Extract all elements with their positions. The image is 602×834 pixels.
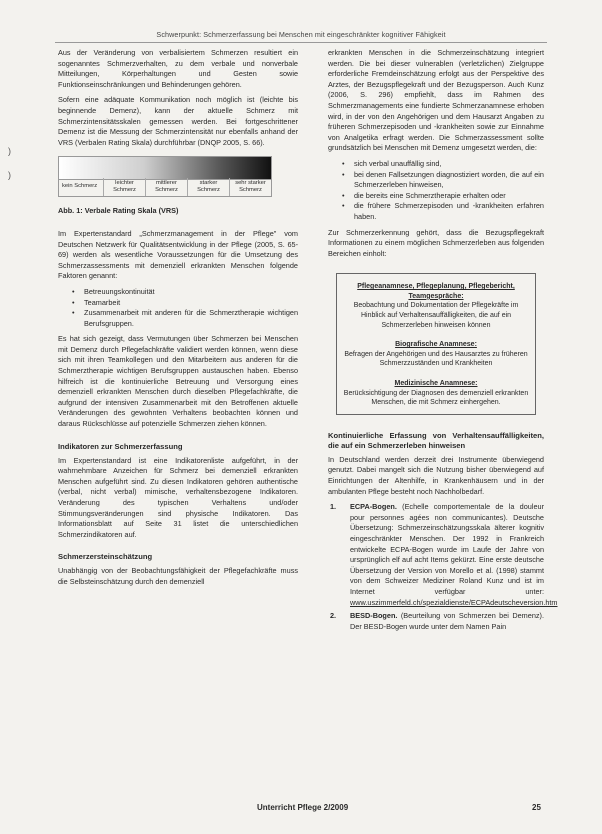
verbal-rating-scale-figure bbox=[58, 156, 272, 200]
box-section bbox=[343, 379, 529, 408]
scale-label: leichter Schmerz bbox=[103, 178, 145, 196]
box-section bbox=[343, 340, 529, 369]
information-box bbox=[336, 273, 536, 415]
magazine-name: Unterricht Pflege 2/2009 bbox=[257, 803, 349, 812]
item-number: 2. bbox=[330, 611, 337, 621]
page-number: 25 bbox=[532, 803, 541, 812]
scale-label: sehr starker Schmerz bbox=[229, 178, 271, 196]
section-heading: Schmerzersteinschätzung bbox=[58, 552, 153, 562]
paragraph: Im Expertenstandard „Schmerzmanagement in der Pflege" vom Deutschen Netzwerk für Qualitätsentwicklung in der Pflege (2005, S. 65-69) werden als wesentliche Voraussetzungen für die Umsetzung des Schmerzassessments mit demenziell erkrankten Menschen folgende Faktoren genannt: bbox=[58, 228, 298, 281]
box-text: Befragen der Angehörigen und des Hausarztes zu früheren Schmerzzuständen und Krankheiten bbox=[344, 350, 528, 368]
box-title: Biografische Anamnese: bbox=[395, 341, 477, 349]
paragraph: Aus der Veränderung von verbalisiertem Schmerzen resultiert ein sogenanntes Schmerzverhalten, zu dem verbale und nonverbale Mitteilungen, Körperhaltungen und Gesten sowie Funktionseinschränkungen und Behinderungen gehören. bbox=[58, 48, 298, 89]
list-item bbox=[330, 502, 558, 608]
scale-gradient bbox=[58, 156, 272, 180]
list-item: • bei denen Fallsetzungen diagnostiziert worden, die auf ein Schmerzerleben hinweisen, bbox=[354, 170, 544, 191]
bullet-list bbox=[328, 159, 544, 223]
header-rule bbox=[55, 42, 547, 43]
paragraph: Es hat sich gezeigt, dass Vermutungen über Schmerzen bei Menschen mit Demenz durch Pflegefachkräfte validiert werden können, wenn diese sich mit ihren Teamkollegen und den Mitarbeitern aus anderen für die Schmerztherapie wichtigen Berufsgruppen austauschen haben. Ebenso hilfreich ist die kontinuierliche Betreuung und Versorgung eines demenziell erkrankten Menschen durch dieselben Pflegefachkräfte, die aufgrund der intensiven Zusammenarbeit mit den Betroffenen aktuelle Veränderungen des gewohnten Verhaltens beobachten können und daraus Rückschlüsse auf potenzielle Schmerzen ziehen können. bbox=[58, 334, 298, 429]
item-number: 1. bbox=[330, 502, 337, 512]
item-lead: ECPA-Bogen. bbox=[350, 502, 397, 512]
paragraph: In Deutschland werden derzeit drei Instrumente überwiegend genutzt. Dabei mangelt sich die Nutzung bisher überwiegend auf Einrichtungen der Altenhilfe, in Krankenhäusern und in der ambulanten Pflege besteht noch Nachholbedarf. bbox=[328, 454, 544, 496]
figure-caption: Abb. 1: Verbale Rating Skala (VRS) bbox=[58, 206, 179, 216]
box-title: Pflegeanamnese, Pflegeplanung, Pflegebericht, Teamgespräche: bbox=[357, 283, 515, 300]
left-column bbox=[58, 48, 298, 593]
section-heading: Indikatoren zur Schmerzerfassung bbox=[58, 441, 183, 451]
box-text: Beobachtung und Dokumentation der Pflegekräfte im Hinblick auf Verhaltensauffälligkeiten, die auf ein Schmerzerleben hinweisen können bbox=[353, 302, 519, 329]
list-item: • Teamarbeit bbox=[84, 298, 298, 309]
list-item: • die frühere Schmerzepisoden und -krankheiten erfahren haben. bbox=[354, 201, 544, 222]
paragraph: Im Expertenstandard ist eine Indikatorenliste aufgeführt, in der wahrnehmbare Anzeichen für Schmerz bei demenziell erkrankten Menschen aufgeführt sind. Zu diesen Indikatoren gehören authentische (verbal, nicht verbal) mimische, verhaltensbezogene Indikatoren. Veränderung des typischen Verhaltens und/oder Stimmungsveränderungen sind physische Indikatoren. Das Informationsblatt auf Seite 31 listet die unterschiedlichen Schmerzindikatoren auf. bbox=[58, 455, 298, 539]
numbered-list bbox=[328, 502, 558, 632]
paragraph: erkrankten Menschen in die Schmerzeinschätzung integriert werden. Die bei dieser vulnerablen (verletzlichen) Zielgruppe erforderliche Fremdeinschätzung erfolgt aus der Perspektive des Arztes, der Bezugspflegekraft und der Bezugsperson. Auch Kunz (2006, S. 296) empfiehlt, dass im Rahmen des Schmerzmanagements eine fundierte Schmerzanamnese erhoben wird, in der von den Angehörigen und dem Hausarzt Angaben zu früheren Schmerzepisoden und -krankheiten sowie zur Einnahme von Analgetika erfragt werden. Die Schmerzassessment sollte grundsätzlich bei Menschen mit Demenz umgesetzt werden, die: bbox=[328, 48, 544, 153]
scale-label: kein Schmerz bbox=[62, 183, 98, 190]
margin-mark: ) bbox=[8, 170, 11, 180]
box-title: Medizinische Anamnese: bbox=[394, 380, 478, 388]
margin-mark: ) bbox=[8, 146, 11, 156]
item-text: (Echelle comportementale de la douleur pour personnes agées non communicantes). Deutsche Übersetzung: Schmerzeinschätzungsskala älterer kognitiv eingeschränkter Menschen. Der 1992 in Frankreich entwickelte ECPA-Bogen wurde im Laufe der Jahre von ursprünglich elf auf acht Items gekürzt. Eine erste deutsche Übersetzung der Version von Morello et al. (1998) stammt von dem Schweizer Mediziner Roland Kunz und ist im Internet verfügbar unter: bbox=[350, 502, 544, 596]
list-item: • Zusammenarbeit mit anderen für die Schmerztherapie wichtigen Berufsgruppen. bbox=[84, 308, 298, 329]
scale-labels bbox=[58, 178, 272, 197]
paragraph: Sofern eine adäquate Kommunikation noch möglich ist (leichte bis beginnende Demenz), kann der aktuelle Schmerz mit Schmerzintensitätsskalen gemessen werden. Bei fortgeschrittener Demenz ist die Messung der Schmerzintensität nur ebenfalls anhand der VRS (Verbalen Rating Skala) durchführbar (DNQP 2005, S. 66). bbox=[58, 95, 298, 147]
box-section bbox=[343, 282, 529, 330]
bullet-list bbox=[58, 287, 298, 329]
right-column bbox=[328, 48, 558, 636]
box-text: Berücksichtigung der Diagnosen des demenziell erkrankten Menschen, die mit Schmerz einhergehen. bbox=[343, 389, 529, 407]
list-item: • die bereits eine Schmerztherapie erhalten oder bbox=[354, 191, 544, 202]
item-lead: BESD-Bogen. bbox=[350, 611, 398, 621]
scale-label: starker Schmerz bbox=[187, 178, 229, 196]
paragraph: Unabhängig von der Beobachtungsfähigkeit der Pflegefachkräfte muss die Selbsteinschätzung durch den demenziell bbox=[58, 566, 298, 586]
list-item: • sich verbal unauffällig sind, bbox=[354, 159, 544, 170]
list-item: • Betreuungskontinuität bbox=[84, 287, 298, 298]
web-link[interactable]: www.uszimmerfeld.ch/spezialdienste/ECPAdeutscheversion.htm bbox=[350, 597, 558, 607]
list-item bbox=[330, 611, 544, 632]
item-text: (Beurteilung von Schmerzen bei Demenz). Der BESD-Bogen wurde unter dem Namen Pain bbox=[350, 611, 544, 631]
running-header: Schwerpunkt: Schmerzerfassung bei Menschen mit eingeschränkter kognitiver Fähigkeit bbox=[156, 30, 446, 39]
scale-label: mittlerer Schmerz bbox=[145, 178, 187, 196]
section-heading: Kontinuierliche Erfassung von Verhaltensauffälligkeiten, die auf ein Schmerzerleben hinweisen bbox=[328, 430, 544, 450]
paragraph: Zur Schmerzerkennung gehört, dass die Bezugspflegekraft Informationen zu einem möglichen Schmerzerleben aus folgenden Bereichen einholt: bbox=[328, 227, 544, 258]
